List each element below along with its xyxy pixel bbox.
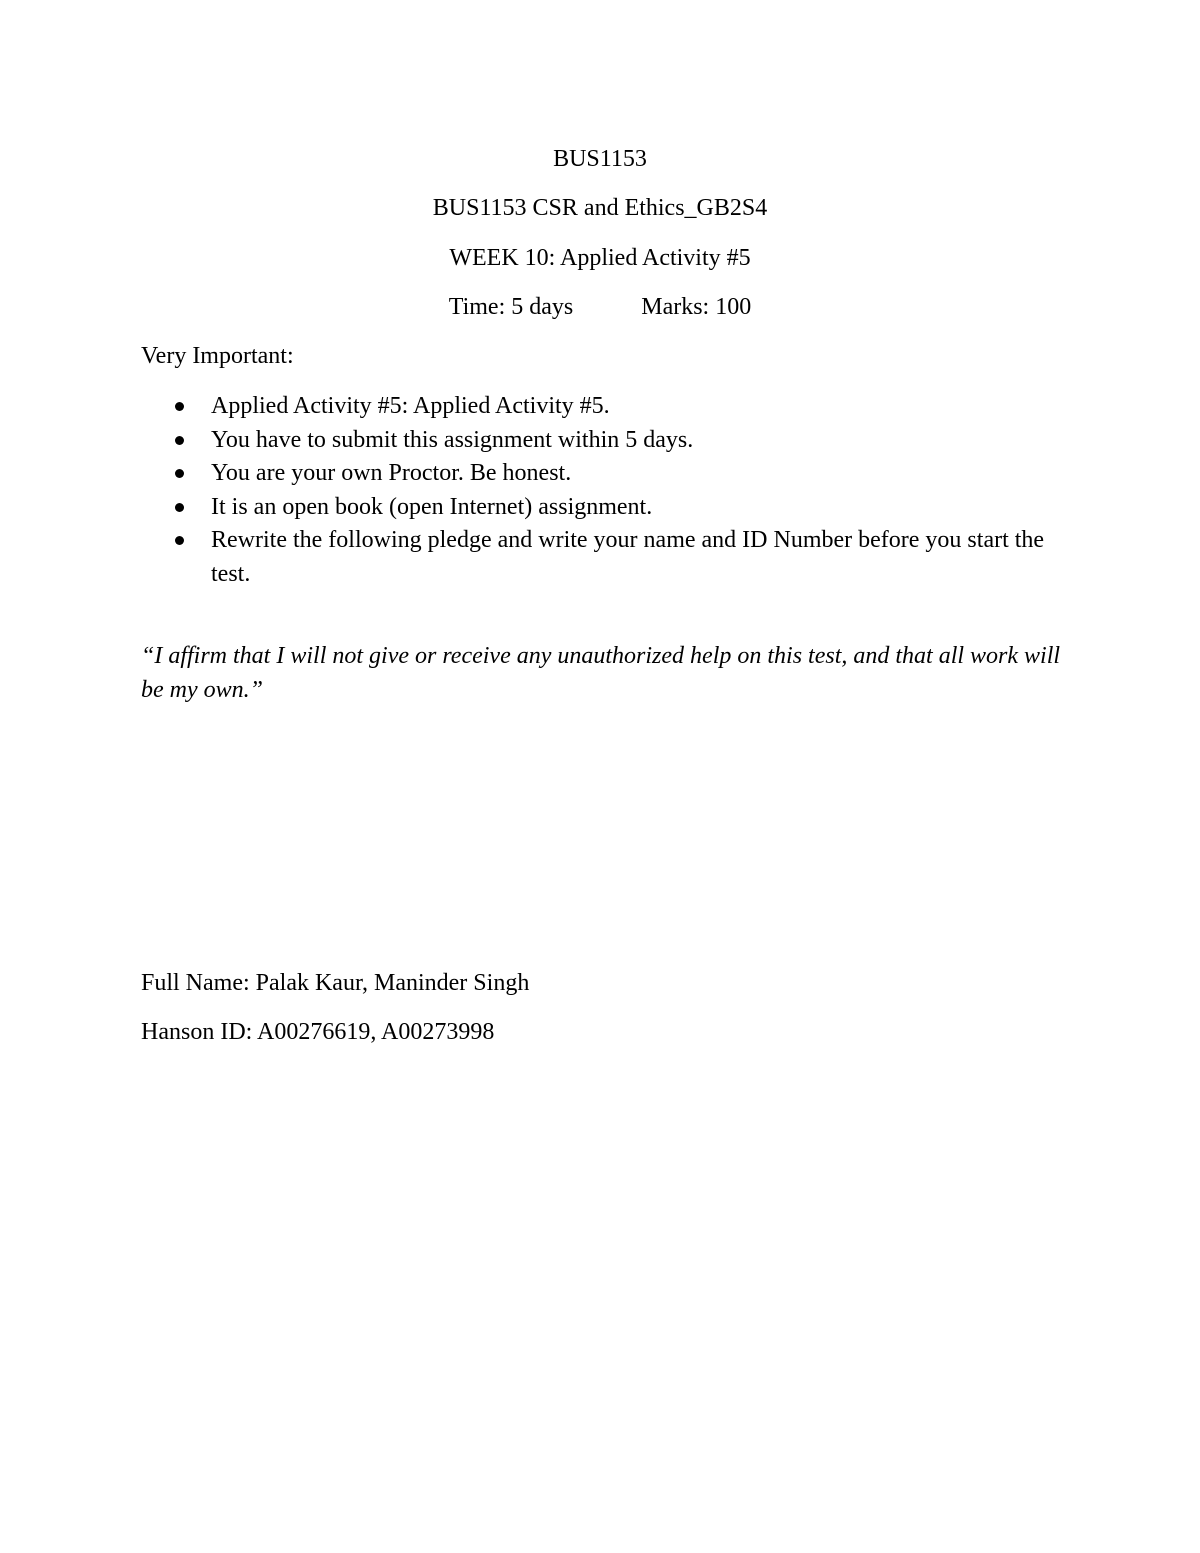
bullet-icon — [175, 469, 184, 478]
list-item-text: Applied Activity #5: Applied Activity #5. — [211, 393, 610, 419]
bullet-icon — [175, 402, 184, 411]
list-item-text: Rewrite the following pledge and write your name and ID Number before you start the test. — [211, 527, 1045, 587]
time-marks-line — [0, 292, 1200, 322]
course-code: BUS1153 — [553, 146, 647, 172]
bullet-icon — [175, 536, 184, 545]
list-item — [141, 524, 1061, 591]
list-item — [141, 424, 1061, 458]
pledge-text: “I affirm that I will not give or receive any unauthorized help on this test, and that all work will be my own.” — [141, 643, 1061, 703]
bullet-icon — [175, 436, 184, 445]
list-item — [141, 457, 1061, 491]
student-full-name: Full Name: Palak Kaur, Maninder Singh — [141, 970, 530, 996]
list-item — [141, 491, 1061, 525]
course-title: BUS1153 CSR and Ethics_GB2S4 — [432, 195, 768, 221]
student-hanson-id: Hanson ID: A00276619, A00273998 — [141, 1019, 495, 1045]
list-item-text: You have to submit this assignment within 5 days. — [211, 426, 694, 453]
instructions-label: Very Important: — [141, 343, 294, 369]
instructions-list — [141, 390, 1061, 591]
bullet-icon — [175, 503, 184, 512]
total-marks: Marks: 100 — [641, 294, 752, 320]
time-allowed: Time: 5 days — [448, 294, 574, 320]
list-item-text: You are your own Proctor. Be honest. — [211, 460, 572, 486]
list-item — [141, 390, 1061, 424]
list-item-text: It is an open book (open Internet) assignment. — [211, 493, 653, 520]
week-title: WEEK 10: Applied Activity #5 — [449, 245, 751, 271]
